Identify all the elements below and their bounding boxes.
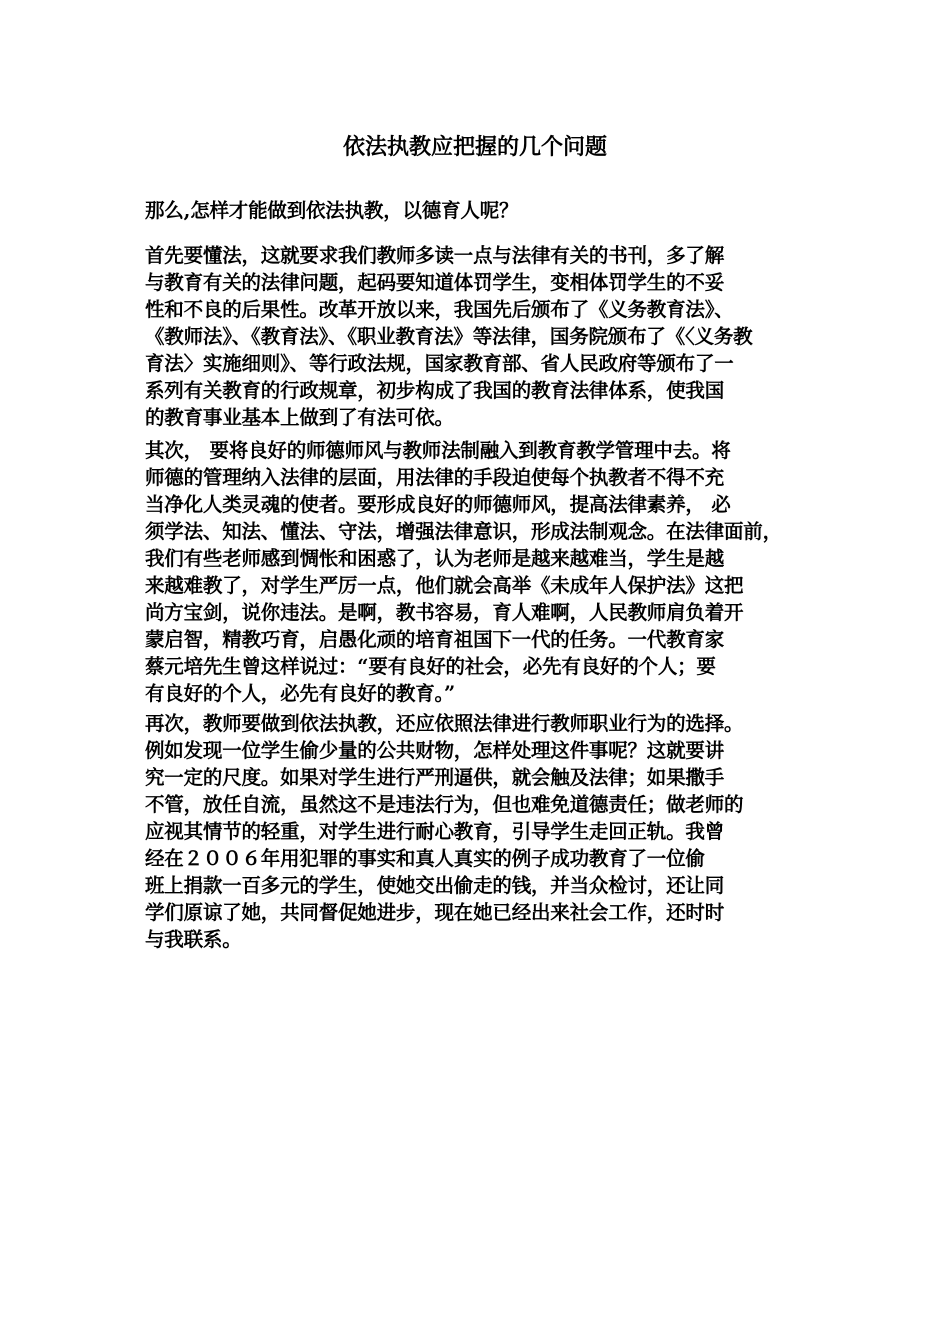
- paragraph-line: 蔡元培先生曾这样说过：“要有良好的社会，必先有良好的个人；要: [145, 655, 716, 678]
- paragraph-line: 例如发现一位学生偷少量的公共财物，怎样处理这件事呢？这就要讲: [145, 739, 725, 762]
- paragraph-line: 《教师法》、《教育法》、《职业教育法》等法律，国务院颁布了《〈义务教: [145, 325, 753, 348]
- paragraph-line: 班上捐款一百多元的学生，使她交出偷走的钱，并当众检讨，还让同: [145, 874, 725, 897]
- paragraph-line: 学们原谅了她，共同督促她进步，现在她已经出来社会工作，还时时: [145, 901, 725, 924]
- paragraph-line: 当净化人类灵魂的使者。要形成良好的师德师风，提高法律素养， 必: [145, 493, 731, 516]
- paragraph-line: 有良好的个人，必先有良好的教育。”: [145, 682, 456, 705]
- paragraph-line: 经在２００６年用犯罪的事实和真人真实的例子成功教育了一位偷: [145, 847, 705, 870]
- paragraph-line: 的教育事业基本上做到了有法可依。: [145, 406, 454, 429]
- paragraph-line: 性和不良的后果性。改革开放以来，我国先后颁布了《义务教育法》、: [145, 298, 734, 321]
- paragraph-line: 师德的管理纳入法律的层面，用法律的手段迫使每个执教者不得不充: [145, 466, 725, 489]
- intro-line: 那么,怎样才能做到依法执教，以德育人呢？: [145, 199, 519, 222]
- paragraph-line: 尚方宝剑，说你违法。是啊，教书容易，育人难啊，人民教师肩负着开: [145, 601, 744, 624]
- paragraph-line: 应视其情节的轻重，对学生进行耐心教育，引导学生走回正轨。我曾: [145, 820, 725, 843]
- paragraph-line: 首先要懂法，这就要求我们教师多读一点与法律有关的书刊，多了解: [145, 244, 725, 267]
- paragraph-line: 再次，教师要做到依法执教，还应依照法律进行教师职业行为的选择。: [145, 712, 744, 735]
- paragraph-2: [145, 437, 835, 707]
- intro-paragraph: [145, 197, 835, 224]
- paragraph-line: 须学法、知法、懂法、守法，增强法律意识，形成法制观念。在法律面前，: [145, 520, 782, 543]
- paragraph-line: 来越难教了，对学生严厉一点，他们就会高举《未成年人保护法》这把: [145, 574, 744, 597]
- paragraph-line: 系列有关教育的行政规章，初步构成了我国的教育法律体系，使我国: [145, 379, 725, 402]
- paragraph-line: 我们有些老师感到惆怅和困惑了，认为老师是越来越难当，学生是越: [145, 547, 725, 570]
- document-title: 依法执教应把握的几个问题: [342, 134, 607, 160]
- paragraph-line: 究一定的尺度。如果对学生进行严刑逼供，就会触及法律；如果撒手: [145, 766, 725, 789]
- paragraph-line: 蒙启智，精教巧育，启愚化顽的培育祖国下一代的任务。一代教育家: [145, 628, 725, 651]
- paragraph-line: 其次， 要将良好的师德师风与教师法制融入到教育教学管理中去。将: [145, 439, 731, 462]
- paragraph-3: [145, 710, 835, 953]
- paragraph-line: 与我联系。: [145, 928, 242, 951]
- paragraph-line: 育法〉实施细则》、等行政法规，国家教育部、省人民政府等颁布了一: [145, 352, 734, 375]
- paragraph-line: 不管，放任自流，虽然这不是违法行为，但也难免道德责任；做老师的: [145, 793, 744, 816]
- paragraph-line: 与教育有关的法律问题，起码要知道体罚学生，变相体罚学生的不妥: [145, 271, 725, 294]
- paragraph-1: [145, 242, 835, 431]
